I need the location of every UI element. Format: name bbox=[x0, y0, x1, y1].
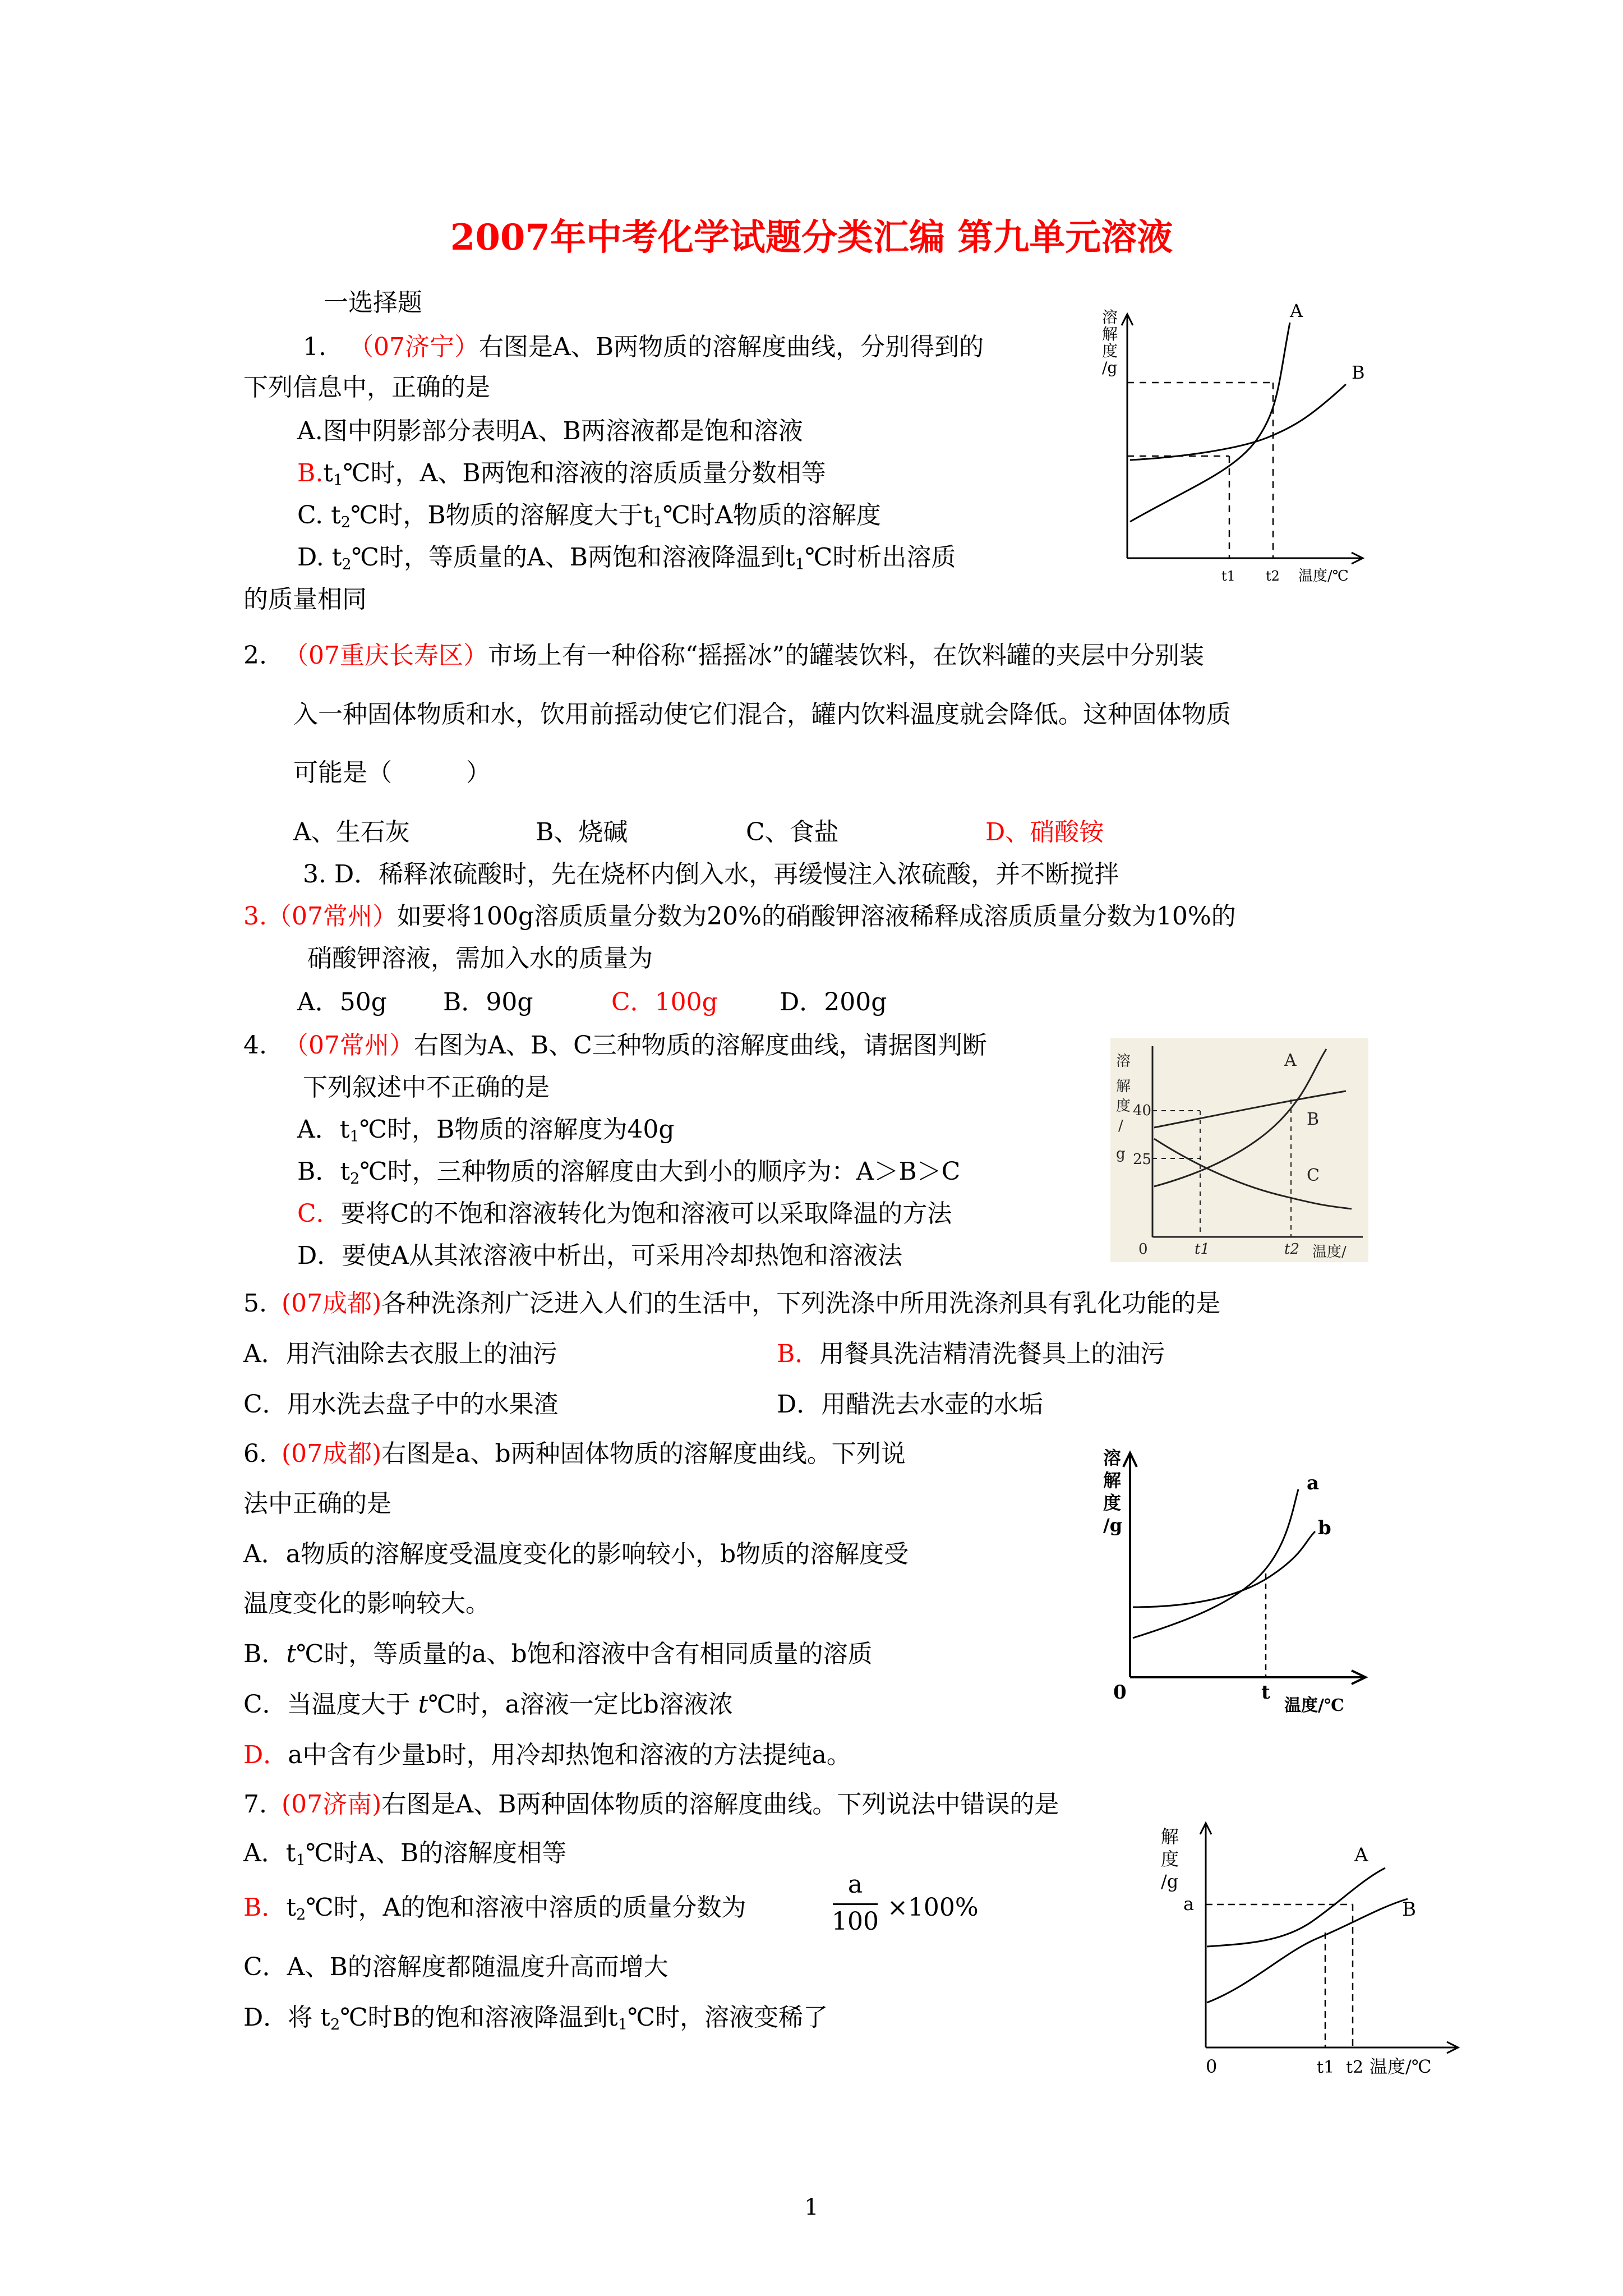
q2-option-c: C、食盐 bbox=[746, 818, 839, 846]
q7-label-t1: t1 bbox=[1317, 2058, 1335, 2077]
q1-stem-a: 右图是A、B两物质的溶解度曲线，分别得到的 bbox=[478, 333, 984, 361]
q5-option-c: C．用水洗去盘子中的水果渣 bbox=[243, 1390, 559, 1419]
q1-ylabel-2: 解 bbox=[1102, 325, 1118, 343]
q4-ylabel-5: g bbox=[1116, 1145, 1126, 1162]
q3-line1: 3.（07常州）如要将100g溶质质量分数为20%的硝酸钾溶液稀释成溶质质量分数为10%的 bbox=[243, 902, 1236, 931]
q4-option-b: B．$t_2℃$时，三种物质的溶解度由大到小的顺序为：A＞B＞C bbox=[297, 1157, 961, 1188]
q1-stem-b: 下列信息中，正确的是 bbox=[243, 373, 490, 402]
q4-option-c: C．要将C的不饱和溶液转化为饱和溶液可以采取降温的方法 bbox=[297, 1199, 952, 1228]
q6-option-a: A．a物质的溶解度受温度变化的影响较小，b物质的溶解度受 bbox=[243, 1540, 909, 1568]
q7-fraction-numerator: a bbox=[847, 1870, 863, 1899]
q5-line1: 5. (07成都)各种洗涤剂广泛进入人们的生活中，下列洗涤中所用洗涤剂具有乳化功能的是 bbox=[243, 1289, 1221, 1318]
q4-label-t2: t2 bbox=[1284, 1241, 1299, 1258]
q6-label-a: a bbox=[1307, 1472, 1320, 1494]
q3-stem-b: 硝酸钾溶液，需加入水的质量为 bbox=[307, 944, 653, 973]
q7-label-b: B bbox=[1402, 1898, 1416, 1921]
q7-option-b: B．$t_2℃$时，A的饱和溶液中溶质的质量分数为 bbox=[243, 1893, 746, 1924]
q2-line1: 2. （07重庆长寿区）市场上有一种俗称“摇摇冰”的罐装饮料，在饮料罐的夹层中分别装 bbox=[243, 641, 1204, 670]
q6-option-d: D．a中含有少量b时，用冷却热饱和溶液的方法提纯a。 bbox=[243, 1741, 851, 1769]
q1-curve-b bbox=[1130, 384, 1346, 460]
q4-xlabel: 温度/ bbox=[1312, 1244, 1347, 1260]
q4-label-t1: t1 bbox=[1195, 1241, 1210, 1258]
q4-source: （07常州） bbox=[283, 1031, 414, 1060]
q4-solubility-figure bbox=[1110, 1038, 1368, 1262]
q1-option-d: D. $t_2℃$时，等质量的A、B两饱和溶液降温到$t_1℃$时析出溶质 bbox=[297, 543, 956, 573]
q4-option-c-letter: C． bbox=[297, 1199, 341, 1228]
q1-axes bbox=[1122, 314, 1363, 564]
q7-option-a: A．$t_1℃$时A、B的溶解度相等 bbox=[243, 1839, 567, 1869]
q7-option-c: C．A、B的溶解度都随温度升高而增大 bbox=[243, 1953, 668, 1981]
q3-option-c: C．100g bbox=[611, 988, 718, 1016]
q6-label-t: t bbox=[1261, 1681, 1270, 1704]
q7-ylabel-1: 解 bbox=[1161, 1826, 1179, 1847]
q6-solubility-figure bbox=[1102, 1442, 1371, 1722]
q6-option-d-letter: D． bbox=[243, 1741, 288, 1769]
section-heading: 一选择题 bbox=[324, 288, 422, 317]
q6-line1: 6. (07成都)右图是a、b两种固体物质的溶解度曲线。下列说 bbox=[243, 1439, 906, 1468]
q6-option-b: B．t℃时，等质量的a、b饱和溶液中含有相同质量的溶质 bbox=[243, 1640, 873, 1668]
q6-curve-a bbox=[1133, 1489, 1298, 1638]
q1-curve-a bbox=[1130, 323, 1290, 522]
q6-origin: 0 bbox=[1113, 1681, 1127, 1704]
q6-xlabel: 温度/℃ bbox=[1284, 1696, 1344, 1715]
q7-fraction-tail: ×100% bbox=[887, 1893, 979, 1922]
q1-label-b: B bbox=[1352, 362, 1365, 383]
q2-stem-c: 可能是（ ） bbox=[293, 758, 491, 787]
q7-option-d: D．将 $t_2℃$时B的饱和溶液降温到$t_1℃$时，溶液变稀了 bbox=[243, 2003, 828, 2033]
q1-ylabel-3: 度 bbox=[1102, 342, 1118, 360]
q4-label-c: C bbox=[1307, 1166, 1320, 1185]
q1-ylabel-1: 溶 bbox=[1102, 308, 1118, 326]
q4-ylabel-2: 解 bbox=[1116, 1078, 1131, 1095]
q7-fraction-bar bbox=[833, 1903, 878, 1905]
q6-option-c: C．当温度大于 t℃时，a溶液一定比b溶液浓 bbox=[243, 1690, 733, 1719]
q1-solubility-figure bbox=[1099, 300, 1368, 595]
q6-stem-b: 法中正确的是 bbox=[243, 1489, 391, 1518]
q6-axes bbox=[1123, 1453, 1366, 1684]
q4-stem-b: 下列叙述中不正确的是 bbox=[303, 1073, 550, 1102]
q2-option-d: D、硝酸铵 bbox=[985, 818, 1104, 846]
q3-option-d: D．200g bbox=[780, 988, 887, 1016]
q5-option-b: B．用餐具洗洁精清洗餐具上的油污 bbox=[777, 1340, 1165, 1368]
q4-tick-25: 25 bbox=[1133, 1151, 1152, 1168]
page-title: 2007年中考化学试题分类汇编 第九单元溶液 bbox=[450, 217, 1173, 259]
q2-source: （07重庆长寿区） bbox=[283, 641, 488, 670]
q1-ylabel-4: /g bbox=[1102, 358, 1118, 377]
q6-source: (07成都) bbox=[281, 1439, 382, 1468]
q2-stem-b: 入一种固体物质和水，饮用前摇动使它们混合，罐内饮料温度就会降低。这种固体物质 bbox=[293, 700, 1231, 729]
q4-line1: 4. （07常州）右图为A、B、C三种物质的溶解度曲线，请据图判断 bbox=[243, 1031, 987, 1060]
q5-option-a: A．用汽油除去衣服上的油污 bbox=[243, 1340, 557, 1368]
q5-option-b-letter: B． bbox=[777, 1340, 820, 1368]
q1-label-t1: t1 bbox=[1221, 568, 1235, 584]
q4-option-d: D．要使A从其浓溶液中析出，可采用冷却热饱和溶液法 bbox=[297, 1241, 903, 1270]
q7-source: (07济南) bbox=[281, 1790, 382, 1819]
q6-curve-b bbox=[1133, 1531, 1315, 1607]
q7-xlabel: 温度/℃ bbox=[1370, 2056, 1432, 2077]
q7-ylabel-2: 度 bbox=[1161, 1848, 1179, 1870]
q7-fraction bbox=[830, 1871, 880, 1938]
q7-curve-a bbox=[1207, 1868, 1385, 1947]
q1-label-a: A bbox=[1290, 300, 1303, 321]
q7-ylabel-3: /g bbox=[1161, 1871, 1179, 1892]
q1-number: 1. bbox=[303, 333, 326, 361]
q7-curve-b bbox=[1207, 1899, 1408, 2003]
q1-option-b-letter: B. bbox=[297, 459, 324, 487]
q5-source: (07成都) bbox=[281, 1289, 382, 1318]
q7-line1: 7. (07济南)右图是A、B两种固体物质的溶解度曲线。下列说法中错误的是 bbox=[243, 1790, 1059, 1819]
q7-option-b-letter: B． bbox=[243, 1893, 287, 1922]
q1-option-d-cont: 的质量相同 bbox=[243, 585, 367, 614]
q6-option-a-cont: 温度变化的影响较大。 bbox=[243, 1589, 490, 1618]
q6-ylabel-2: 解 bbox=[1103, 1470, 1122, 1491]
q6-label-b: b bbox=[1318, 1517, 1331, 1539]
q7-label-t2: t2 bbox=[1346, 2058, 1364, 2077]
q7-label-a: A bbox=[1354, 1844, 1368, 1866]
q3-source: （07常州） bbox=[266, 902, 397, 931]
q4-ylabel-4: / bbox=[1118, 1117, 1123, 1134]
q4-option-a: A．$t_1℃$时，B物质的溶解度为40g bbox=[297, 1115, 675, 1145]
page-number: 1 bbox=[804, 2194, 819, 2220]
q7-fraction-denominator: 100 bbox=[832, 1907, 879, 1936]
q1-line1 bbox=[303, 331, 984, 364]
q1-option-c: C. $t_2℃$时，B物质的溶解度大于$t_1℃$时A物质的溶解度 bbox=[297, 501, 881, 531]
q6-ylabel-1: 溶 bbox=[1103, 1447, 1122, 1469]
q1-label-t2: t2 bbox=[1266, 568, 1280, 584]
q7-solubility-figure bbox=[1138, 1818, 1464, 2087]
q4-ylabel-3: 度 bbox=[1116, 1098, 1131, 1115]
q1-option-b: $B.t_1℃$时，A、B两饱和溶液的溶质质量分数相等 bbox=[297, 459, 826, 489]
q2-option-b: B、烧碱 bbox=[536, 818, 628, 846]
q1-xlabel: 温度/℃ bbox=[1298, 568, 1349, 585]
q3-option-a: A．50g bbox=[297, 988, 387, 1016]
q3-option-b: B．90g bbox=[443, 988, 533, 1016]
q1-source: （07济宁） bbox=[348, 333, 479, 361]
q7-axes bbox=[1200, 1823, 1458, 2053]
q2-extra-note: 3. D．稀释浓硫酸时，先在烧杯内倒入水，再缓慢注入浓硫酸，并不断搅拌 bbox=[303, 860, 1119, 889]
q2-option-a: A、生石灰 bbox=[293, 818, 410, 846]
q5-option-d: D．用醋洗去水壶的水垢 bbox=[777, 1390, 1044, 1419]
q7-label-a-value: a bbox=[1183, 1893, 1195, 1915]
q4-label-b: B bbox=[1307, 1110, 1320, 1129]
q7-origin: 0 bbox=[1206, 2056, 1218, 2077]
q4-ylabel-1: 溶 bbox=[1116, 1053, 1131, 1070]
q1-option-a: A.图中阴影部分表明A、B两溶液都是饱和溶液 bbox=[297, 417, 803, 445]
q4-tick-40: 40 bbox=[1133, 1102, 1152, 1119]
q6-ylabel-4: /g bbox=[1103, 1515, 1123, 1536]
q4-origin: 0 bbox=[1138, 1241, 1148, 1258]
q4-label-a: A bbox=[1284, 1051, 1297, 1070]
q6-ylabel-3: 度 bbox=[1103, 1492, 1122, 1513]
